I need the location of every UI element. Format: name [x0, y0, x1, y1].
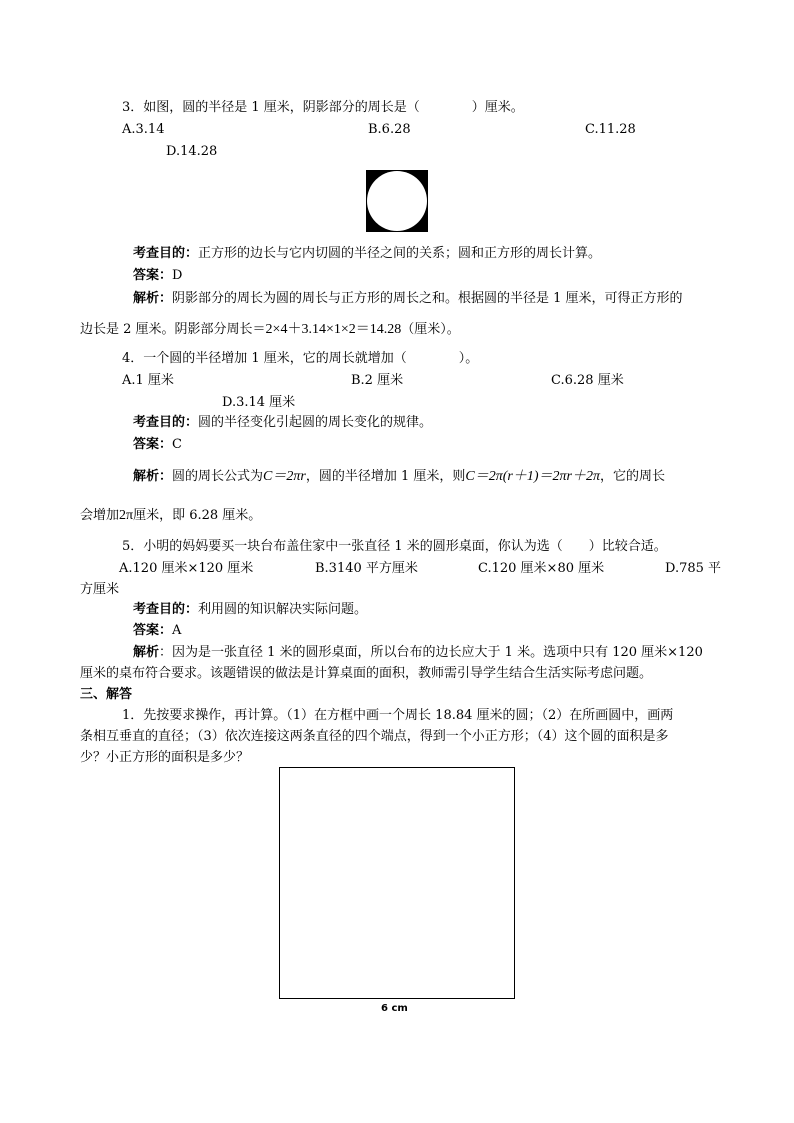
q3-analysis-line2	[80, 321, 460, 339]
analysis-text: 边长是 2 厘米。阴影部分周长＝	[80, 322, 266, 337]
q5-aim	[133, 601, 367, 619]
section-title: 三、解答	[80, 687, 133, 702]
aim-text: 利用圆的知识解决实际问题。	[198, 602, 368, 617]
formula: 2×4＋3.14×1×2＝14.28	[265, 322, 402, 337]
box-size-label: 6 cm	[381, 1003, 408, 1014]
q5-analysis-line1	[133, 644, 703, 662]
q4-option-b: B.2 厘米	[351, 373, 404, 388]
q3-option-a: A.3.14	[122, 122, 165, 137]
analysis-text: 厘米，即 6.28 厘米。	[133, 508, 262, 523]
answer-text: A	[172, 623, 182, 638]
q3-stem: 3．如图，圆的半径是 1 厘米，阴影部分的周长是（ ）厘米。	[122, 100, 524, 115]
q5-option-d-continued: 方厘米	[80, 582, 120, 597]
answer-text: D	[172, 268, 183, 283]
s3-q1-line3: 少？小正方形的面积是多少？	[80, 750, 250, 765]
answer-label: 答案：	[133, 437, 173, 452]
answer-label: 答案：	[133, 623, 173, 638]
s3-q1-line2: 条相互垂直的直径；（3）依次连接这两条直径的四个端点，得到一个小正方形；（4）这个圆的面积是多	[80, 729, 669, 744]
analysis-text: 会增加	[80, 508, 120, 523]
formula-two-pi: 2π	[119, 508, 134, 523]
q3-analysis-line1	[133, 290, 683, 308]
q3-aim	[133, 245, 601, 263]
square-with-inscribed-circle-figure	[366, 170, 428, 232]
analysis-text: 阴影部分的周长为圆的周长与正方形的周长之和。根据圆的半径是 1 厘米，可得正方形的	[172, 291, 683, 306]
q5-option-c: C.120 厘米×80 厘米	[478, 561, 605, 576]
aim-label: 考查目的：	[133, 415, 199, 430]
q5-analysis-line2: 厘米的桌布符合要求。该题错误的做法是计算桌面的面积，教师需引导学生结合生活实际考虑问题。	[80, 666, 653, 681]
analysis-text: ：因为是一张直径 1 米的圆形桌面，所以台布的边长应大于 1 米。选项中只有 120 厘米×120	[159, 645, 703, 660]
aim-label: 考查目的：	[133, 602, 199, 617]
analysis-text: 圆的周长公式为	[172, 469, 264, 484]
answer-text: C	[172, 437, 182, 452]
answer-label: 答案：	[133, 268, 173, 283]
q5-option-b: B.3140 平方厘米	[315, 561, 418, 576]
aim-text: 正方形的边长与它内切圆的半径之间的关系；圆和正方形的周长计算。	[198, 246, 602, 261]
q3-answer	[133, 267, 182, 285]
q5-stem: 5．小明的妈妈要买一块台布盖住家中一张直径 1 米的圆形桌面，你认为选（ ）比较合适。	[122, 539, 667, 554]
formula-increase: C＝2π(r＋1)＝2πr＋2π	[465, 469, 600, 484]
analysis-label: 解析：	[133, 469, 173, 484]
q5-option-a: A.120 厘米×120 厘米	[119, 561, 254, 576]
q3-option-c: C.11.28	[585, 122, 636, 137]
q5-option-d: D.785 平	[665, 561, 722, 576]
q4-option-d: D.3.14 厘米	[222, 395, 296, 410]
q4-analysis-line2	[80, 507, 261, 525]
s3-q1-line1: 1．先按要求操作，再计算。（1）在方框中画一个周长 18.84 厘米的圆；（2）在所画圆中，画两	[122, 708, 674, 723]
q3-option-d: D.14.28	[166, 144, 218, 159]
q4-stem: 4．一个圆的半径增加 1 厘米，它的周长就增加（ ）。	[122, 351, 479, 366]
q4-analysis-line1	[133, 468, 665, 486]
analysis-text: ，它的周长	[600, 469, 666, 484]
formula-circumference: C＝2πr	[263, 469, 306, 484]
q4-option-c: C.6.28 厘米	[551, 373, 624, 388]
analysis-text: （厘米）。	[401, 322, 460, 337]
aim-text: 圆的半径变化引起圆的周长变化的规律。	[198, 415, 433, 430]
analysis-label: 解析	[133, 645, 160, 660]
q5-answer	[133, 622, 181, 640]
inscribed-circle	[367, 171, 427, 231]
aim-label: 考查目的：	[133, 246, 199, 261]
q4-aim	[133, 414, 432, 432]
q4-answer	[133, 436, 182, 454]
analysis-text: ，圆的半径增加 1 厘米，则	[305, 469, 466, 484]
analysis-label: 解析：	[133, 291, 173, 306]
q3-option-b: B.6.28	[368, 122, 411, 137]
q4-option-a: A.1 厘米	[122, 373, 174, 388]
drawing-box[interactable]	[279, 767, 515, 999]
